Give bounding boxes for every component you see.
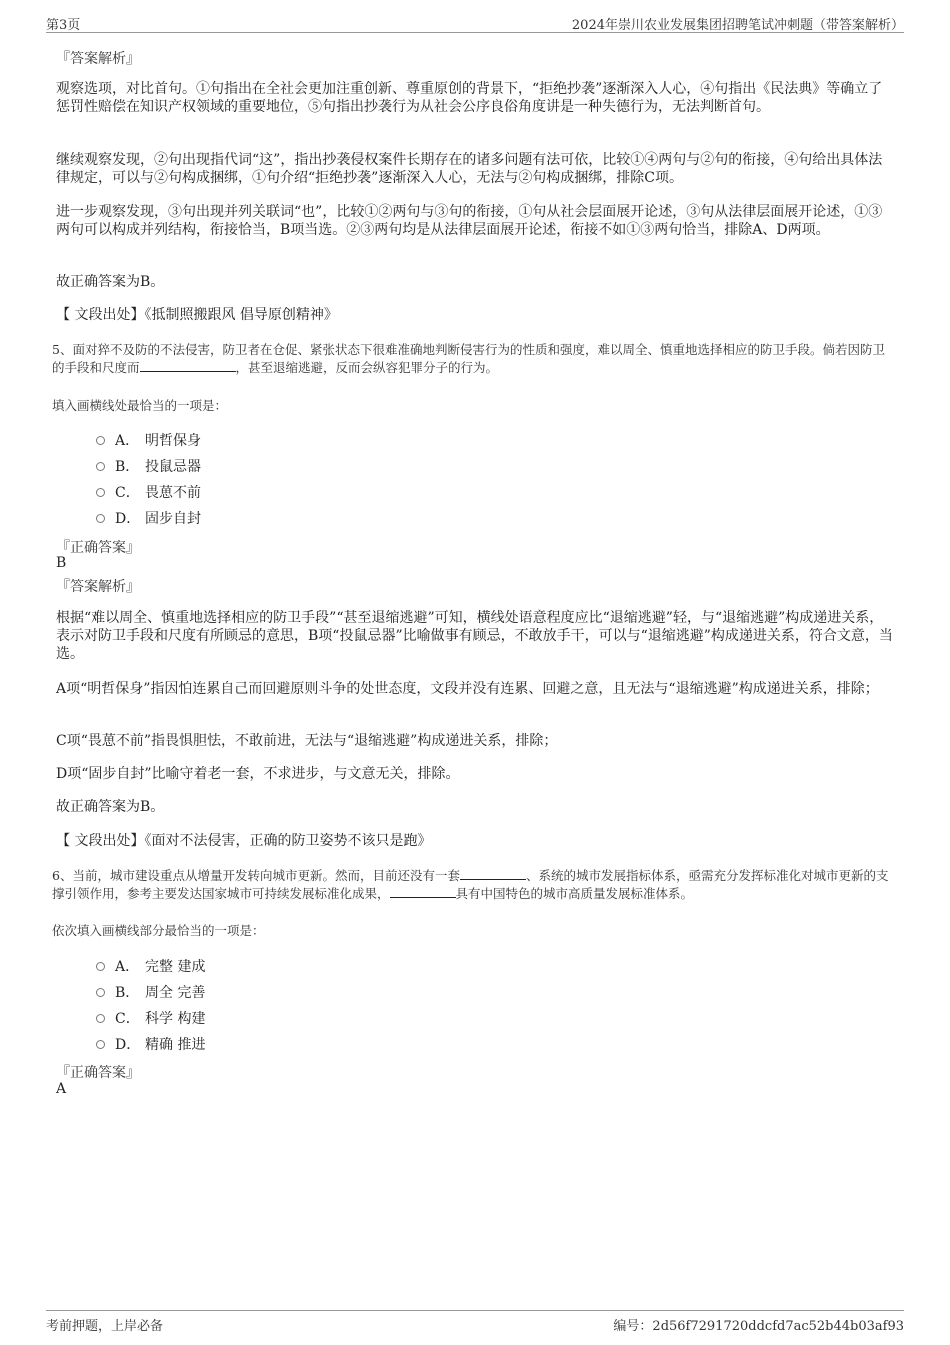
q6-option-b-text: 周全 完善 — [145, 985, 206, 1001]
q4-analysis-p2: 继续观察发现，②句出现指代词“这”，指出抄袭侵权案件长期存在的诸多问题有法可依，比较①④两句与②句的衔接，④句给出具体法律规定，可以与②句构成捆绑，①句介绍“拒绝抄袭”逐渐深入人心，无法与②句构成捆绑，排除C项。 — [56, 152, 883, 186]
page-header — [46, 12, 904, 33]
q6-option-a[interactable]: A． 完整 建成 — [96, 956, 205, 974]
q5-option-a[interactable]: A． 明哲保身 — [96, 430, 201, 448]
q4-analysis-p1: 观察选项，对比首句。①句指出在全社会更加注重创新、尊重原创的背景下，“拒绝抄袭”逐渐深入人心，④句指出《民法典》等确立了惩罚性赔偿在知识产权领域的重要地位，⑤句指出抄袭行为从社会公序良俗角度讲是一种失德行为，无法判断首句。 — [56, 81, 883, 115]
q5-analysis-p4: D项“固步自封”比喻守着老一套，不求进步，与文意无关，排除。 — [56, 766, 460, 782]
q6-blank-1 — [460, 867, 526, 880]
page-number: 第3页 — [46, 18, 81, 33]
q6-option-d-text: 精确 推进 — [145, 1037, 206, 1053]
q6-stem-part-c: 具有中国特色的城市高质量发展标准体系。 — [455, 886, 694, 901]
radio-icon[interactable] — [96, 514, 105, 523]
footer-slogan: 考前押题，上岸必备 — [46, 1319, 164, 1334]
q5-option-b[interactable]: B． 投鼠忌器 — [96, 456, 201, 474]
q5-stem — [52, 341, 892, 377]
radio-icon[interactable] — [96, 488, 105, 497]
q4-source: 【 文段出处】《抵制照搬跟风 倡导原创精神》 — [56, 307, 338, 323]
radio-icon[interactable] — [96, 962, 105, 971]
q6-stem-part-a: 6、当前，城市建设重点从增量开发转向城市更新。然而，目前还没有一套 — [52, 868, 460, 883]
q6-option-d[interactable]: D． 精确 推进 — [96, 1034, 205, 1052]
q5-option-a-text: 明哲保身 — [145, 433, 201, 449]
radio-icon[interactable] — [96, 1040, 105, 1049]
q5-source: 【 文段出处】《面对不法侵害，正确的防卫姿势不该只是跑》 — [56, 833, 432, 849]
radio-icon[interactable] — [96, 1014, 105, 1023]
q6-correct-answer: A — [56, 1081, 67, 1097]
q5-correct-label: 『正确答案』 — [56, 540, 140, 556]
q5-analysis-p3: C项“畏葸不前”指畏惧胆怯，不敢前进，无法与“退缩逃避”构成递进关系，排除； — [56, 733, 558, 749]
q6-option-c-text: 科学 构建 — [145, 1011, 206, 1027]
q5-option-d-text: 固步自封 — [145, 511, 201, 527]
q5-stem-part-a: 5、面对猝不及防的不法侵害，防卫者在仓促、紧张状态下很难准确地判断侵害行为的性质和强度，难以周全、慎重地选择相应的防卫手段。倘若因防卫的手段和尺度而 — [52, 342, 885, 375]
q5-analysis-p1: 根据“难以周全、慎重地选择相应的防卫手段”“甚至退缩逃避”可知，横线处语意程度应比“退缩逃避”轻，与“退缩逃避”构成递进关系，表示对防卫手段和尺度有所顾忌的意思，B项“投鼠忌器”比喻做事有顾忌，不敢放手干，可以与“退缩逃避”构成递进关系，符合文意，当选。 — [56, 610, 893, 662]
q5-blank — [140, 359, 236, 372]
q6-stem-part-b: 、系统的城市发展指标体系，亟需充分发挥标准化对城市更新的支撑引领作用，参考主要发达国家城市可持续发展标准化成果， — [52, 868, 889, 901]
q5-stem-part-b: ，甚至退缩逃避，反而会纵容犯罪分子的行为。 — [235, 360, 499, 375]
q5-option-c[interactable]: C． 畏葸不前 — [96, 482, 201, 500]
q5-analysis-label: 『答案解析』 — [56, 579, 140, 595]
document-title: 2024年崇川农业发展集团招聘笔试冲刺题（带答案解析） — [571, 18, 904, 33]
q6-option-a-text: 完整 建成 — [145, 959, 206, 975]
radio-icon[interactable] — [96, 436, 105, 445]
q4-conclusion: 故正确答案为B。 — [56, 274, 165, 290]
q5-conclusion: 故正确答案为B。 — [56, 799, 165, 815]
q6-option-c[interactable]: C． 科学 构建 — [96, 1008, 205, 1026]
q6-blank-2 — [390, 885, 456, 898]
q5-analysis-p2: A项“明哲保身”指因怕连累自己而回避原则斗争的处世态度，文段并没有连累、回避之意，且无法与“退缩逃避”构成递进关系，排除； — [56, 681, 879, 697]
q5-prompt: 填入画横线处最恰当的一项是： — [52, 398, 228, 413]
q6-correct-label: 『正确答案』 — [56, 1065, 140, 1081]
q5-option-c-text: 畏葸不前 — [145, 485, 201, 501]
q4-analysis-label: 『答案解析』 — [56, 51, 140, 67]
q6-stem — [52, 867, 892, 903]
q6-prompt: 依次填入画横线部分最恰当的一项是： — [52, 923, 265, 938]
q5-option-d[interactable]: D． 固步自封 — [96, 508, 201, 526]
q5-correct-answer: B — [56, 555, 67, 571]
q4-analysis-p3: 进一步观察发现，③句出现并列关联词“也”，比较①②两句与③句的衔接，①句从社会层面展开论述，③句从法律层面展开论述，①③两句可以构成并列结构，衔接恰当，B项当选。②③两句均是从法律层面展开论述，衔接不如①③两句恰当，排除A、D两项。 — [56, 204, 883, 238]
page-footer — [46, 1310, 904, 1333]
document-id: 编号：2d56f7291720ddcfd7ac52b44b03af93 — [613, 1319, 904, 1334]
q6-option-b[interactable]: B． 周全 完善 — [96, 982, 205, 1000]
q5-option-b-text: 投鼠忌器 — [145, 459, 201, 475]
radio-icon[interactable] — [96, 988, 105, 997]
radio-icon[interactable] — [96, 462, 105, 471]
